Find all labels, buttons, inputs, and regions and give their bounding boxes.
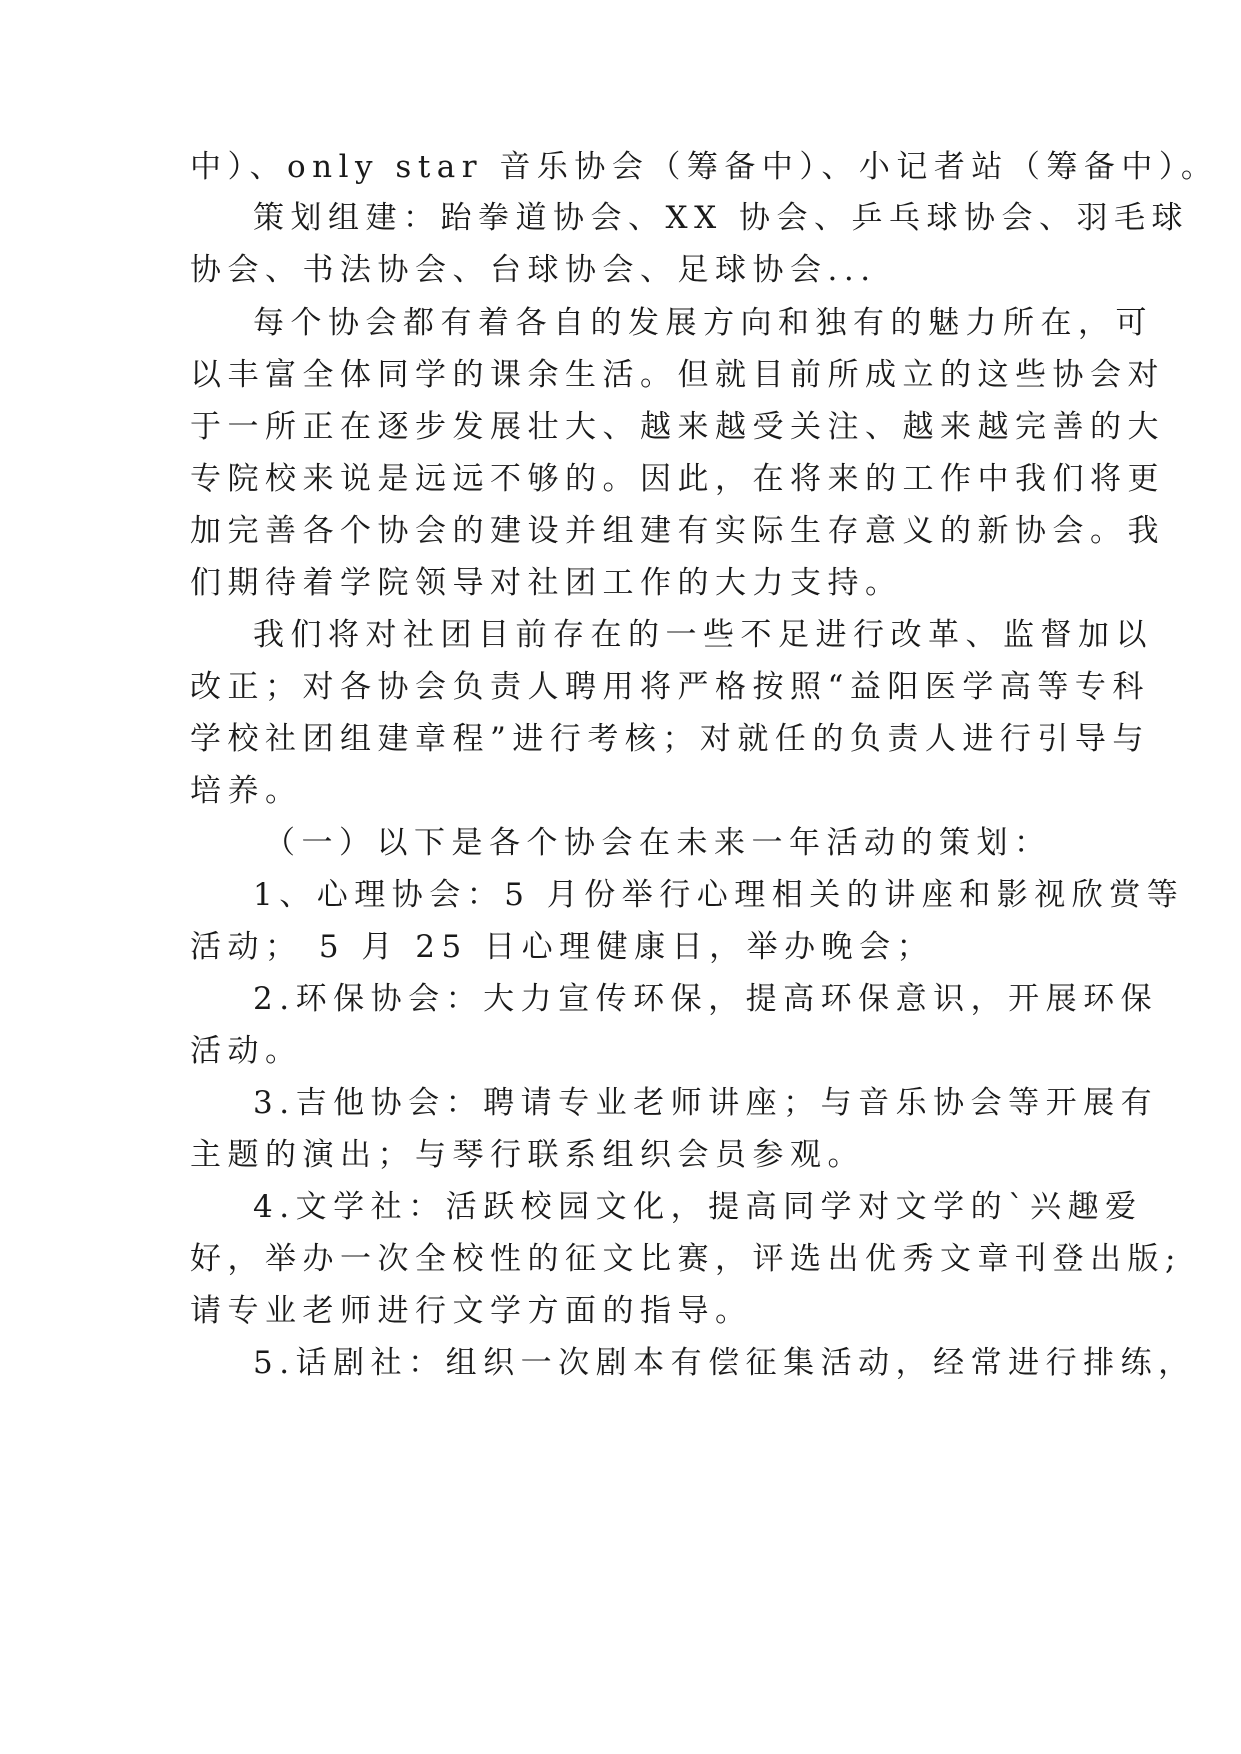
text-line: 活动； 5 月 25 日心理健康日，举办晚会；	[190, 929, 935, 965]
text-line: 活动。	[190, 1033, 303, 1069]
text-line: 4.文学社：活跃校园文化，提高同学对文学的`兴趣爱	[253, 1189, 1143, 1225]
text-line: 2.环保协会：大力宣传环保，提高环保意识，开展环保	[253, 981, 1159, 1017]
text-line: 3.吉他协会：聘请专业老师讲座；与音乐协会等开展有	[253, 1085, 1159, 1121]
text-line: 加完善各个协会的建设并组建有实际生存意义的新协会。我	[190, 513, 1165, 549]
text-line: 每个协会都有着各自的发展方向和独有的魅力所在，可	[253, 305, 1153, 341]
text-line: 1、心理协会：5 月份举行心理相关的讲座和影视欣赏等	[253, 877, 1185, 913]
text-line: 主题的演出；与琴行联系组织会员参观。	[190, 1137, 865, 1173]
text-line: 学校社团组建章程”进行考核；对就任的负责人进行引导与	[190, 721, 1150, 757]
text-line: 于一所正在逐步发展壮大、越来越受关注、越来越完善的大	[190, 409, 1165, 445]
text-line: 我们将对社团目前存在的一些不足进行改革、监督加以	[253, 617, 1153, 653]
text-line: 好，举办一次全校性的征文比赛，评选出优秀文章刊登出版;	[190, 1241, 1182, 1277]
text-line: 策划组建：跆拳道协会、XX 协会、乒乓球协会、羽毛球	[253, 200, 1189, 236]
text-line: 协会、书法协会、台球协会、足球协会...	[190, 252, 877, 288]
text-line: 以丰富全体同学的课余生活。但就目前所成立的这些协会对	[190, 357, 1165, 393]
text-line: 请专业老师进行文学方面的指导。	[190, 1293, 753, 1329]
text-line: 们期待着学院领导对社团工作的大力支持。	[190, 565, 903, 601]
text-line: 专院校来说是远远不够的。因此，在将来的工作中我们将更	[190, 461, 1165, 497]
section-heading: （一）以下是各个协会在未来一年活动的策划：	[264, 825, 1052, 861]
text-line: 改正；对各协会负责人聘用将严格按照“益阳医学高等专科	[190, 669, 1150, 705]
text-line: 5.话剧社：组织一次剧本有偿征集活动，经常进行排练，	[253, 1345, 1196, 1381]
text-line: 培养。	[190, 773, 303, 809]
text-line: 中）、only star 音乐协会（筹备中）、小记者站（筹备中）。	[190, 149, 1219, 185]
